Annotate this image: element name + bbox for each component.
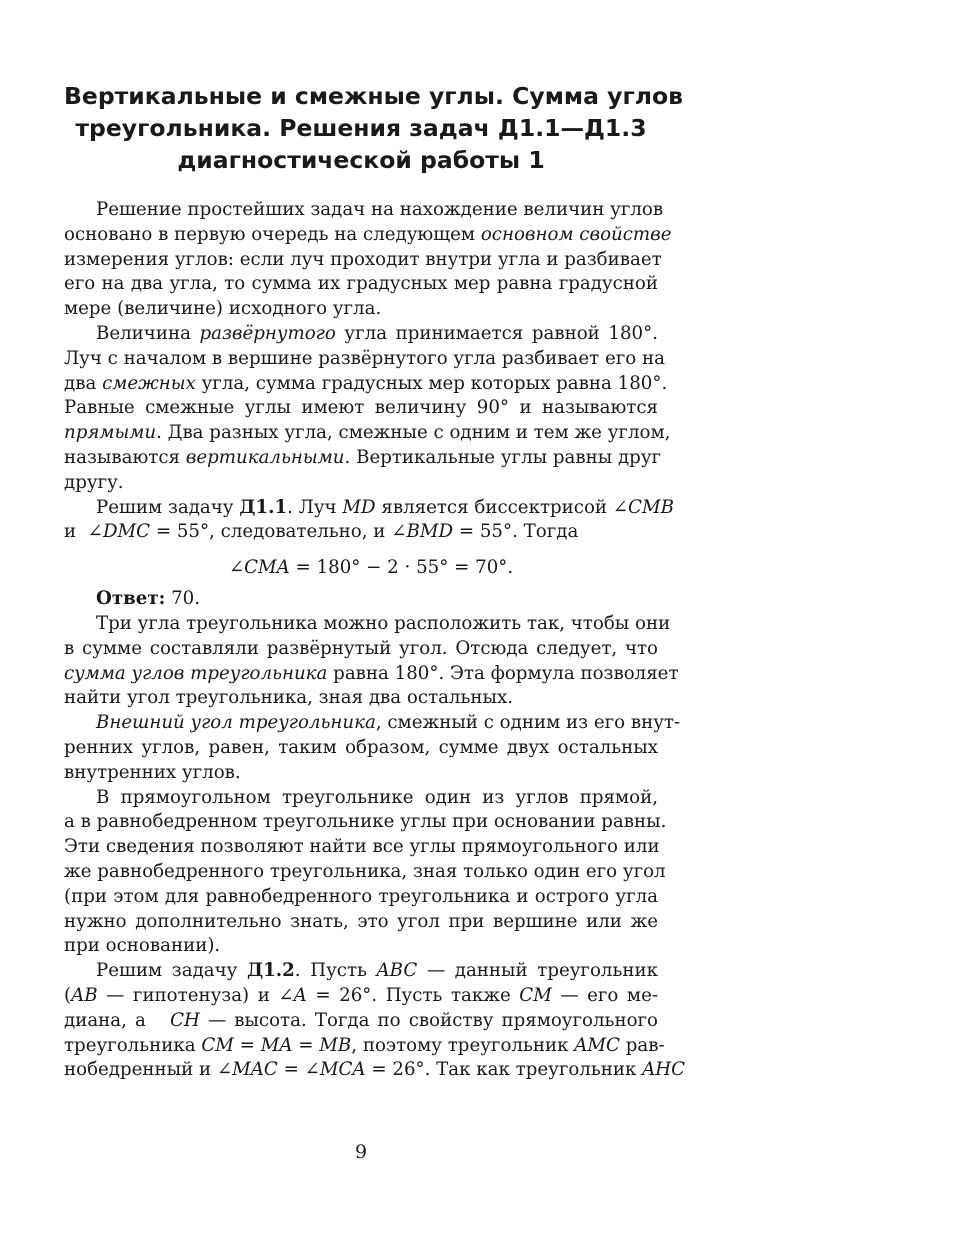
- text-line: Ответ: 70.: [96, 588, 201, 610]
- text-line: при основании).: [64, 935, 221, 957]
- text-line: а в равнобедренном треугольнике углы при основании равны.: [64, 811, 667, 833]
- text-line: Эти сведения позволяют найти все углы прямоугольного или: [64, 836, 660, 858]
- text-line: мере (величине) исходного угла.: [64, 298, 382, 320]
- text-line: нужно дополнительно знать, это угол при вершине или же: [64, 910, 658, 932]
- text-line: Решим задачу Д1.1. Луч MD является биссектрисой ∠CMB: [96, 496, 674, 518]
- text-line: Решение простейших задач на нахождение величин углов: [96, 199, 664, 220]
- text-line: В прямоугольном треугольнике один из углов прямой,: [96, 786, 658, 808]
- text-line: внутренних углов.: [64, 761, 241, 783]
- title-line: диагностической работы 1: [177, 146, 545, 174]
- text-line: называются вертикальными. Вертикальные углы равны друг: [64, 446, 662, 468]
- text-line: два смежных угла, сумма градусных мер которых равна 180°.: [64, 372, 668, 394]
- page-number: 9: [354, 1141, 368, 1163]
- text-line: Величина развёрнутого угла принимается равной 180°.: [96, 322, 658, 344]
- text-line: измерения углов: если луч проходит внутри угла и разбивает: [64, 248, 662, 270]
- section-title: [64, 80, 683, 176]
- text-line: Луч с началом в вершине развёрнутого угла разбивает его на: [64, 347, 665, 369]
- text-line: найти угол треугольника, зная два остальных.: [64, 687, 514, 709]
- text-line: прямыми. Два разных угла, смежные с одним и тем же углом,: [64, 422, 671, 444]
- text-line: основано в первую очередь на следующем основном свойстве: [64, 223, 672, 245]
- text-line: же равнобедренного треугольника, зная только один его угол: [64, 860, 666, 882]
- text-line: в сумме составляли развёрнутый угол. Отсюда следует, что: [64, 637, 658, 659]
- text-line: Равные смежные углы имеют величину 90° и называются: [64, 397, 658, 419]
- text-line: треугольника CM = MA = MB, поэтому треугольник AMC рав-: [64, 1034, 665, 1056]
- text-line: нобедренный и ∠MAC = ∠MCA = 26°. Так как треугольник AHC: [64, 1059, 686, 1081]
- formula-line: ∠CMA = 180° − 2 · 55° = 70°.: [228, 557, 514, 579]
- body-text: [64, 198, 686, 1083]
- text-line: диана, а CH — высота. Тогда по свойству прямоугольного: [64, 1009, 658, 1031]
- text-line: Внешний угол треугольника, смежный с одним из его внут-: [96, 712, 681, 734]
- text-line: и ∠DMC = 55°, следовательно, и ∠BMD = 55°. Тогда: [64, 521, 579, 543]
- text-line: сумма углов треугольника равна 180°. Эта формула позволяет: [64, 662, 679, 684]
- title-line: Вертикальные и смежные углы. Сумма углов: [64, 82, 683, 110]
- text-line: Решим задачу Д1.2. Пусть ABC — данный треугольник: [96, 960, 658, 982]
- text-line: Три угла треугольника можно расположить так, чтобы они: [96, 612, 671, 634]
- text-line: другу.: [64, 471, 124, 493]
- text-line: (при этом для равнобедренного треугольника и острого угла: [64, 885, 658, 907]
- text-line: (AB — гипотенуза) и ∠A = 26°. Пусть также CM — его ме-: [64, 984, 658, 1006]
- text-line: ренних углов, равен, таким образом, сумме двух остальных: [64, 736, 658, 758]
- title-line: треугольника. Решения задач Д1.1—Д1.3: [75, 114, 647, 142]
- text-line: его на два угла, то сумма их градусных мер равна градусной: [64, 273, 658, 295]
